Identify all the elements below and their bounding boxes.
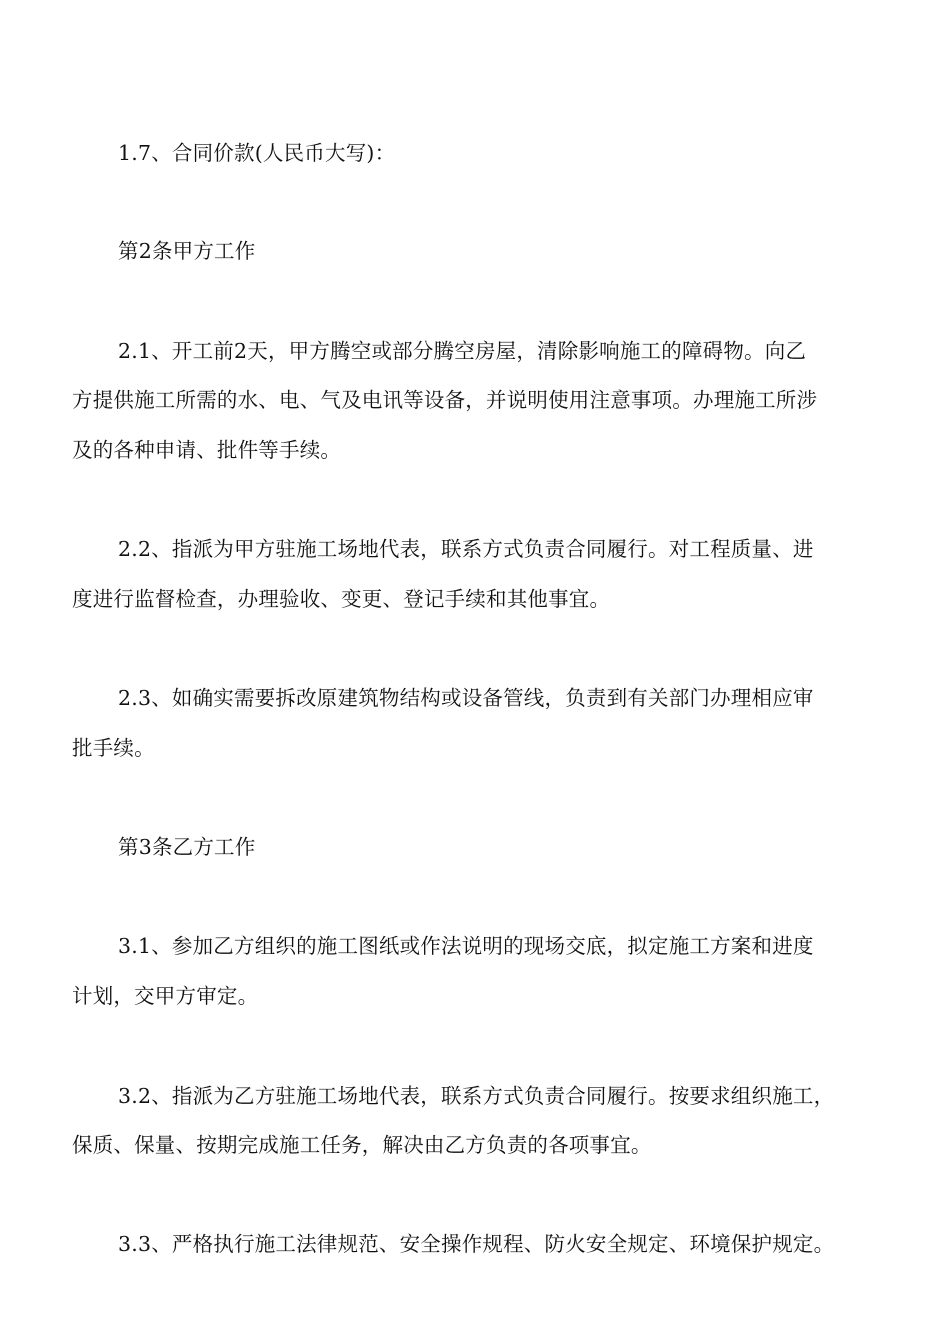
section-heading-3: 第3条乙方工作	[118, 835, 256, 859]
clause-2-1-line-3: 及的各种申请、批件等手续。	[72, 438, 342, 462]
clause-3-1-line-1: 3.1、参加乙方组织的施工图纸或作法说明的现场交底，拟定施工方案和进度	[118, 934, 814, 958]
clause-3-2-line-1: 3.2、指派为乙方驻施工场地代表，联系方式负责合同履行。按要求组织施工，	[118, 1084, 835, 1108]
section-heading-2: 第2条甲方工作	[118, 239, 256, 263]
clause-3-2-line-2: 保质、保量、按期完成施工任务，解决由乙方负责的各项事宜。	[72, 1133, 652, 1157]
clause-2-1-line-2: 方提供施工所需的水、电、气及电讯等设备，并说明使用注意事项。办理施工所涉	[72, 388, 818, 412]
clause-3-3-line-1: 3.3、严格执行施工法律规范、安全操作规程、防火安全规定、环境保护规定。	[118, 1232, 835, 1256]
clause-2-3-line-1: 2.3、如确实需要拆改原建筑物结构或设备管线，负责到有关部门办理相应审	[118, 686, 814, 710]
clause-1-7: 1.7、合同价款(人民币大写)：	[118, 141, 396, 165]
clause-3-1-line-2: 计划，交甲方审定。	[72, 984, 259, 1008]
clause-2-2-line-2: 度进行监督检查，办理验收、变更、登记手续和其他事宜。	[72, 587, 611, 611]
clause-2-1-line-1: 2.1、开工前2天，甲方腾空或部分腾空房屋，清除影响施工的障碍物。向乙	[118, 339, 807, 363]
clause-2-3-line-2: 批手续。	[72, 736, 155, 760]
clause-2-2-line-1: 2.2、指派为甲方驻施工场地代表，联系方式负责合同履行。对工程质量、进	[118, 537, 814, 561]
